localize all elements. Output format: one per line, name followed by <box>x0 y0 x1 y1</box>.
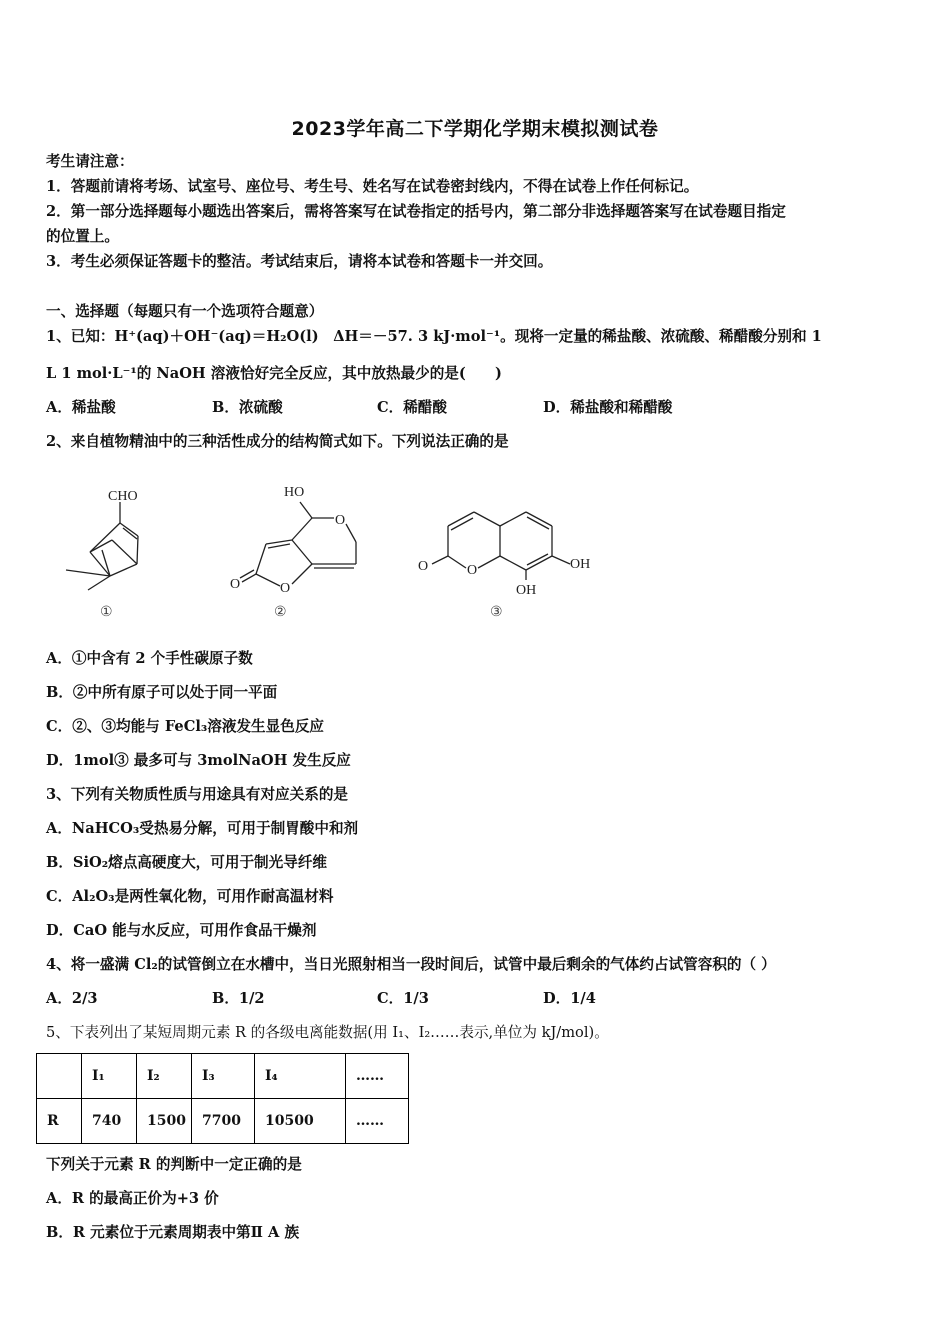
table-cell: I₄ <box>255 1054 346 1099</box>
q5-option-a: A．R 的最高正价为+3 价 <box>46 1190 219 1207</box>
notice-item: 3．考生必须保证答题卡的整洁。考试结束后，请将本试卷和答题卡一并交回。 <box>46 253 553 270</box>
q1-option-d: D．稀盐酸和稀醋酸 <box>543 399 673 416</box>
q1-option-b: B．浓硫酸 <box>212 399 283 416</box>
q1-option-c: C．稀醋酸 <box>377 399 447 416</box>
m3-number: ③ <box>490 605 503 620</box>
table-cell: I₃ <box>192 1054 255 1099</box>
molecule-structures-figure <box>40 478 600 628</box>
q1-stem-line2: L 1 mol·L⁻¹的 NaOH 溶液恰好完全反应，其中放热最少的是( ) <box>46 365 502 382</box>
notice-heading: 考生请注意： <box>46 153 134 170</box>
m1-number: ① <box>100 605 113 620</box>
page-title: 2023学年高二下学期化学期末模拟测试卷 <box>291 118 659 140</box>
q3-option-d: D．CaO 能与水反应，可用作食品干燥剂 <box>46 922 317 939</box>
m2-o-label: O <box>335 513 346 528</box>
table-cell: …… <box>346 1054 409 1099</box>
ionization-energy-table <box>36 1053 409 1144</box>
q2-option-c: C．②、③均能与 FeCl₃溶液发生显色反应 <box>46 718 325 735</box>
q2-stem: 2、来自植物精油中的三种活性成分的结构简式如下。下列说法正确的是 <box>46 433 509 450</box>
table-cell: 740 <box>82 1099 137 1144</box>
table-cell: I₁ <box>82 1054 137 1099</box>
m3-oh1-label: OH <box>570 557 591 572</box>
q4-option-d: D．1/4 <box>543 990 596 1007</box>
m3-oh2-label: OH <box>516 583 537 598</box>
q3-option-b: B．SiO₂熔点高硬度大，可用于制光导纤维 <box>46 854 328 871</box>
m2-ho-label: HO <box>284 485 305 500</box>
svg-text:O: O <box>280 581 291 596</box>
notice-item: 2．第一部分选择题每小题选出答案后，需将答案写在试卷指定的括号内，第二部分非选择题答案写在试卷题目指定 <box>46 203 786 220</box>
q5-question: 下列关于元素 R 的判断中一定正确的是 <box>46 1156 302 1173</box>
table-cell: R <box>37 1099 82 1144</box>
table-cell <box>37 1054 82 1099</box>
q4-option-c: C．1/3 <box>377 990 429 1007</box>
table-cell: 10500 <box>255 1099 346 1144</box>
q5-stem: 5、下表列出了某短周期元素 R 的各级电离能数据(用 I₁、I₂……表示,单位为 kJ/mol)。 <box>46 1024 609 1041</box>
q2-option-d: D．1mol③ 最多可与 3molNaOH 发生反应 <box>46 752 351 769</box>
q3-stem: 3、下列有关物质性质与用途具有对应关系的是 <box>46 786 349 803</box>
table-cell: …… <box>346 1099 409 1144</box>
notice-item: 1．答题前请将考场、试室号、座位号、考生号、姓名写在试卷密封线内，不得在试卷上作任何标记。 <box>46 178 699 195</box>
svg-text:O: O <box>467 563 478 578</box>
molecule-3-structure <box>418 512 590 620</box>
notice-item: 的位置上。 <box>46 228 119 245</box>
q3-option-a: A．NaHCO₃受热易分解，可用于制胃酸中和剂 <box>46 820 359 837</box>
table-row <box>37 1099 409 1144</box>
molecule-1-structure <box>66 489 138 620</box>
q1-option-a: A．稀盐酸 <box>46 399 116 416</box>
q3-option-c: C．Al₂O₃是两性氧化物，可用作耐高温材料 <box>46 888 334 905</box>
q5-option-b: B．R 元素位于元素周期表中第Ⅱ A 族 <box>46 1224 300 1241</box>
table-header-row <box>37 1054 409 1099</box>
table-cell: I₂ <box>137 1054 192 1099</box>
m2-number: ② <box>274 605 287 620</box>
q2-option-a: A．①中含有 2 个手性碳原子数 <box>46 650 253 667</box>
m1-cho-label: CHO <box>108 489 138 504</box>
q1-stem-line1: 1、已知：H⁺(aq)＋OH⁻(aq)＝H₂O(l) ΔH＝－57. 3 kJ·mol⁻¹。现将一定量的稀盐酸、浓硫酸、稀醋酸分别和 1 <box>46 328 822 345</box>
q4-option-b: B．1/2 <box>212 990 265 1007</box>
molecule-2-structure <box>230 485 356 620</box>
table-cell: 7700 <box>192 1099 255 1144</box>
m3-o-label: O <box>418 559 429 574</box>
svg-text:O: O <box>230 577 241 592</box>
section-heading: 一、选择题（每题只有一个选项符合题意） <box>46 303 324 320</box>
table-cell: 1500 <box>137 1099 192 1144</box>
q4-stem: 4、将一盛满 Cl₂的试管倒立在水槽中，当日光照射相当一段时间后，试管中最后剩余的气体约占试管容积的（ ） <box>46 956 776 973</box>
q4-option-a: A．2/3 <box>46 990 98 1007</box>
q2-option-b: B．②中所有原子可以处于同一平面 <box>46 684 278 701</box>
